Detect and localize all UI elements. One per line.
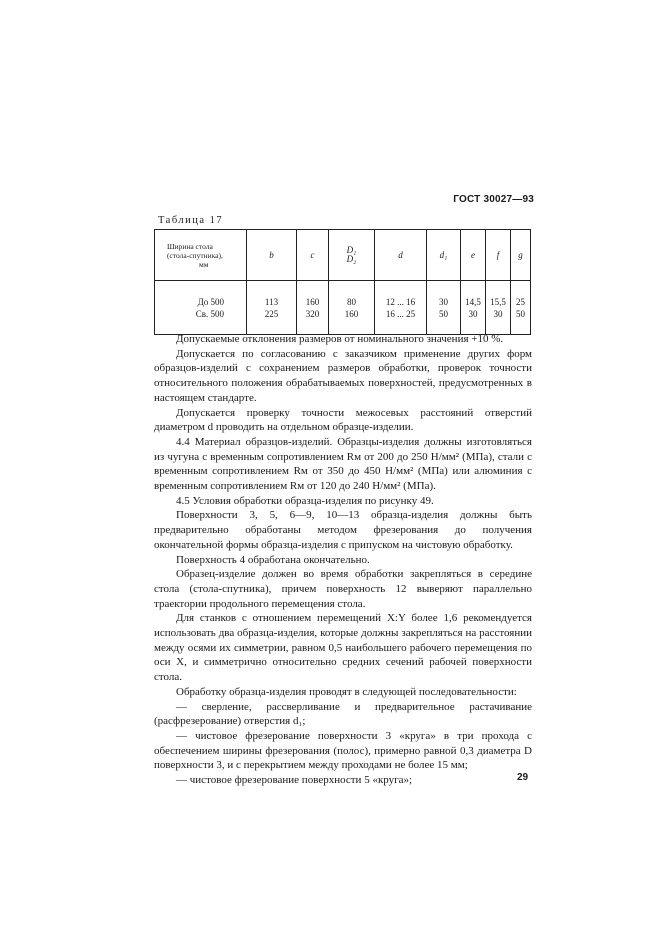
header-d: d	[375, 230, 427, 281]
table-caption: Таблица 17	[158, 215, 224, 226]
document-header: ГОСТ 30027—93	[453, 194, 534, 205]
header-f: f	[486, 230, 511, 281]
body-text	[154, 332, 532, 788]
paragraph: Образец-изделие должен во время обработки закрепляться в середине стола (стола-спутника), причем поверхность 12 выверяют параллельно траектории продольного перемещения стола.	[154, 568, 532, 610]
cell-D: 80 160	[329, 281, 375, 335]
header-d1: d₁	[427, 230, 461, 281]
paragraph: 4.5 Условия обработки образца-изделия по рисунку 49.	[176, 494, 434, 507]
cell-c: 160 320	[297, 281, 329, 335]
cell-f: 15,5 30	[486, 281, 511, 335]
list-item: — чистовое фрезерование поверхности 3 «круга» в три прохода с обеспечением ширины фрезерования (полос), примерно равной 0,3 диаметра D поверхности 3, и с перекрытием между проходами не более 15 мм;	[154, 729, 532, 772]
paragraph: Поверхность 4 обработана окончательно.	[176, 553, 370, 566]
paragraph: Для станков с отношением перемещений X:Y более 1,6 рекомендуется использовать два образца-изделия, которые должны закрепляться на расстоянии между осями их симметрии, равном 0,5 наибольшего рабочего перемещения по оси X, и симметрично относительно средних сечений рабочей поверхности стола.	[154, 612, 532, 684]
cell-g: 25 50	[511, 281, 531, 335]
header-table-width: Ширина стола (стола-спутника), мм	[155, 230, 247, 281]
header-g: g	[511, 230, 531, 281]
paragraph: Допускается по согласованию с заказчиком применение других форм образцов-изделий с сохранением размеров обработки, проверок точности относительного положения обрабатываемых поверхностей, предусмотренных в настоящем стандарте.	[154, 347, 532, 404]
cell-width: До 500 Св. 500	[155, 281, 247, 335]
header-b: b	[247, 230, 297, 281]
specification-table	[154, 229, 531, 335]
cell-d: 12 ... 16 16 ... 25	[375, 281, 427, 335]
paragraph: Поверхности 3, 5, 6—9, 10—13 образца-изделия должны быть предварительно обработаны методом фрезерования до получения окончательной формы образца-изделия с припуском на чистовую обработку.	[154, 509, 532, 551]
cell-d1: 30 50	[427, 281, 461, 335]
header-e: e	[461, 230, 486, 281]
table-row	[155, 281, 531, 335]
header-c: c	[297, 230, 329, 281]
paragraph: Обработку образца-изделия проводят в следующей последовательности:	[176, 685, 517, 698]
page-number: 29	[517, 772, 529, 783]
cell-b: 113 225	[247, 281, 297, 335]
paragraph: Допускается проверку точности межосевых расстояний отверстий диаметром d проводить на отдельном образце-изделии.	[154, 406, 532, 434]
paragraph: 4.4 Материал образцов-изделий. Образцы-изделия должны изготовляться из чугуна с временным сопротивлением Rм от 200 до 250 Н/мм² (МПа), стали с временным сопротивлением Rм от 350 до 450 Н/мм² (МПа) или алюминия с временным сопротивлением Rм от 120 до 240 Н/мм² (МПа).	[154, 435, 532, 493]
paragraph: Допускаемые отклонения размеров от номинального значения +10 %.	[176, 333, 504, 345]
list-item: — сверление, рассверливание и предварительное растачивание (расфрезерование) отверстия d₁;	[154, 700, 532, 728]
list-item: — чистовое фрезерование поверхности 5 «круга»;	[176, 774, 413, 787]
cell-e: 14,5 30	[461, 281, 486, 335]
table-header-row	[155, 230, 531, 281]
header-D: D₁ D₂	[329, 230, 375, 281]
